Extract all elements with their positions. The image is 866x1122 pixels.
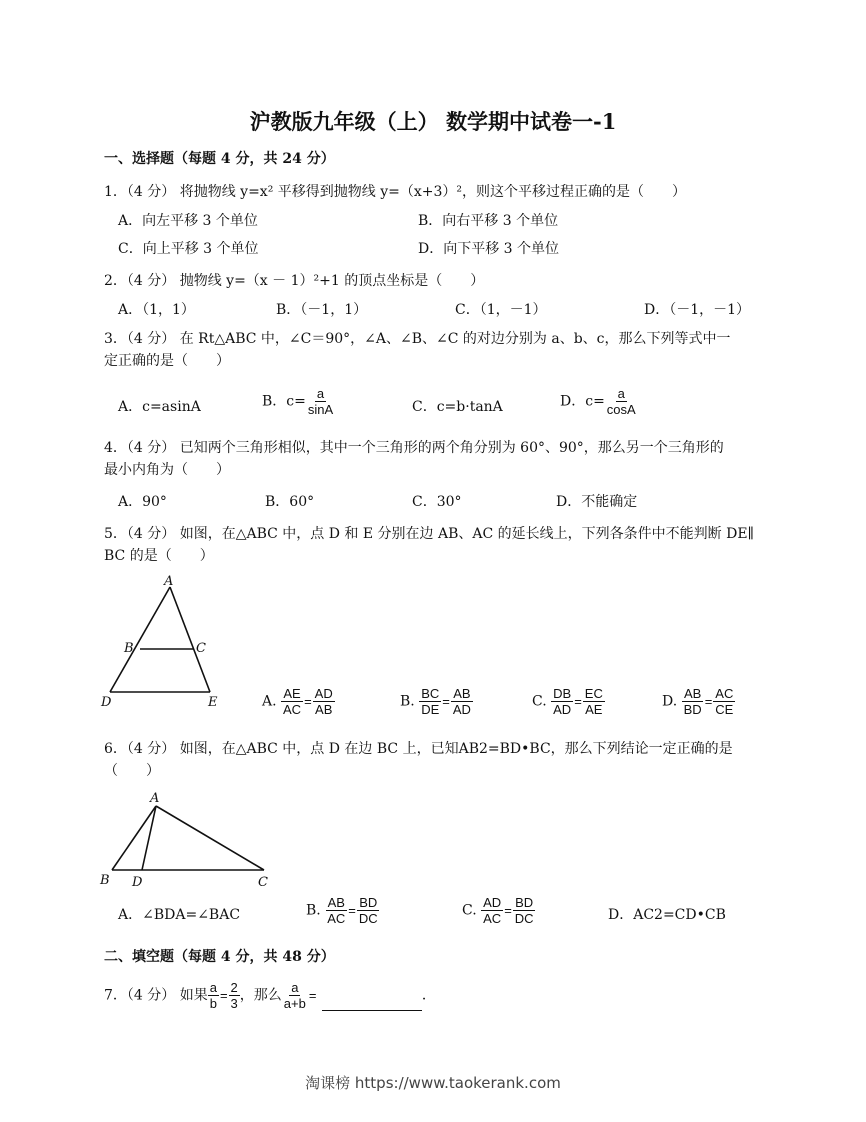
option-d: D．AC2=CD•CB [608, 907, 726, 923]
fraction-left [682, 686, 704, 717]
option-label: C. [462, 902, 477, 919]
numerator: BD [359, 895, 378, 910]
option-c: C．（1，－1） [455, 302, 547, 318]
numerator: AB [327, 895, 345, 910]
fraction-right [313, 686, 335, 717]
fraction-left [325, 895, 347, 926]
label-b: B [124, 641, 134, 656]
option-a: A．∠BDA=∠BAC [118, 907, 241, 923]
question-stem-line2: 最小内角为（ ） [104, 462, 230, 478]
option-c [462, 895, 536, 926]
option-label: A. [262, 693, 277, 710]
fraction-a-b [208, 980, 219, 1011]
denominator: DE [421, 702, 440, 717]
denominator: BD [683, 702, 702, 717]
triangle-figure [98, 788, 278, 890]
question-stem-line2: 定正确的是（ ） [104, 353, 230, 369]
equals-sign: = [219, 988, 228, 1003]
option-b: B．（－1，1） [276, 302, 368, 318]
option-c [532, 686, 605, 717]
numerator: AB [684, 686, 702, 701]
denominator: AC [283, 702, 302, 717]
denominator: AD [452, 702, 471, 717]
page-title: 沪教版九年级（上） 数学期中试卷一-1 [249, 109, 617, 134]
numerator: AB [453, 686, 471, 701]
option-b: B．60° [265, 494, 315, 510]
fraction-left [281, 686, 303, 717]
fraction-a-over-a-plus-b [282, 980, 308, 1011]
denominator: DC [358, 911, 378, 926]
fraction [306, 386, 335, 417]
denominator: 3 [230, 996, 238, 1011]
section-heading-fill: 二、填空题（每题 4 分，共 48 分） [104, 949, 335, 965]
numerator: BC [421, 686, 440, 701]
option-c: C．c=b·tanA [412, 399, 503, 415]
option-b [400, 686, 473, 717]
denominator: AB [315, 702, 333, 717]
question-stem-line1: 5．（4 分） 如图，在△ABC 中，点 D 和 E 分别在边 AB、AC 的延长线上，下列各条件中不能判断 DE∥ [104, 526, 755, 542]
label-d: D [101, 695, 112, 710]
denominator: sinA [307, 402, 334, 417]
denominator: CE [715, 702, 734, 717]
section-heading-choice: 一、选择题（每题 4 分，共 24 分） [104, 151, 335, 167]
numerator: AD [314, 686, 333, 701]
option-label: D．c= [560, 393, 605, 410]
question-stem-mid: ，那么 [239, 987, 282, 1004]
question-stem-line1: 6．（4 分） 如图，在△ABC 中，点 D 在边 BC 上，已知AB2=BD•BC，那么下列结论一定正确的是 [104, 741, 733, 757]
fraction-2-3 [229, 980, 240, 1011]
option-a [262, 686, 335, 717]
fraction [605, 386, 638, 417]
label-a: A [150, 791, 160, 806]
answer-blank [322, 996, 422, 1011]
denominator: AC [327, 911, 346, 926]
equals-sign: = [348, 903, 356, 918]
numerator: AC [715, 686, 734, 701]
question-stem: 7．（4 分） 如果 [104, 987, 208, 1004]
option-b [306, 895, 380, 926]
fraction-right [451, 686, 473, 717]
label-a: A [164, 574, 174, 589]
footer-watermark: 淘课榜 https://www.taokerank.com [305, 1074, 561, 1092]
fraction-right [583, 686, 605, 717]
denominator: cosA [606, 402, 636, 417]
option-b: B．向右平移 3 个单位 [418, 213, 559, 229]
equals-sign: = [442, 694, 450, 709]
fraction-right [713, 686, 735, 717]
line-ae [170, 587, 210, 692]
numerator: EC [584, 686, 603, 701]
question-7 [104, 980, 436, 1011]
denominator: a+b [283, 996, 306, 1011]
numerator: a [316, 386, 325, 401]
option-label: B. [400, 693, 415, 710]
option-d: D．（－1，－1） [644, 302, 751, 318]
question-stem-line1: 4．（4 分） 已知两个三角形相似，其中一个三角形的两个角分别为 60°、90°，那么另一个三角形的 [104, 440, 724, 456]
label-c: C [258, 875, 268, 890]
denominator: DC [514, 911, 534, 926]
numerator: 2 [230, 980, 238, 995]
fraction-right [513, 895, 536, 926]
option-b [262, 386, 335, 417]
question-stem-line1: 3．（4 分） 在 Rt△ABC 中，∠C＝90°，∠A、∠B、∠C 的对边分别为 a、b、c，那么下列等式中一 [104, 331, 731, 347]
equals-sign: = [504, 903, 512, 918]
question-stem-line2: （ ） [104, 763, 160, 779]
numerator: a [291, 980, 299, 995]
numerator: BD [515, 895, 534, 910]
option-a: A．90° [118, 494, 167, 510]
numerator: AD [483, 895, 502, 910]
label-d: D [132, 875, 143, 890]
option-label: C. [532, 693, 547, 710]
option-a: A．（1，1） [118, 302, 195, 318]
line-ad [110, 587, 170, 692]
equals-sign: = [574, 694, 582, 709]
label-b: B [100, 873, 110, 888]
equals-sign: = [308, 988, 317, 1003]
option-c: C．向上平移 3 个单位 [118, 241, 259, 257]
question-stem-end: ． [421, 987, 436, 1004]
option-label: D. [662, 693, 678, 710]
equals-sign: = [704, 694, 713, 709]
question-stem-line2: BC 的是（ ） [104, 548, 214, 564]
denominator: b [209, 996, 217, 1011]
fraction-left [551, 686, 573, 717]
option-d [560, 386, 638, 417]
line-ac [156, 806, 264, 870]
numerator: a [209, 980, 217, 995]
option-a: A．向左平移 3 个单位 [118, 213, 258, 229]
option-d: D．不能确定 [556, 494, 638, 510]
option-label: B．c= [262, 393, 306, 410]
label-e: E [208, 695, 218, 710]
question-stem: 1．（4 分） 将抛物线 y=x² 平移得到抛物线 y=（x+3）²，则这个平移过程正确的是（ ） [104, 184, 686, 200]
option-d: D．向下平移 3 个单位 [418, 241, 560, 257]
numerator: a [617, 386, 625, 401]
denominator: AE [585, 702, 603, 717]
numerator: DB [553, 686, 572, 701]
equals-sign: = [304, 694, 312, 709]
question-stem: 2．（4 分） 抛物线 y=（x － 1）²+1 的顶点坐标是（ ） [104, 273, 485, 289]
denominator: AD [553, 702, 572, 717]
denominator: AC [483, 911, 502, 926]
triangle-figure [98, 572, 228, 712]
fraction-left [419, 686, 441, 717]
label-c: C [196, 641, 206, 656]
option-d [662, 686, 735, 717]
option-a: A．c=asinA [118, 399, 201, 415]
option-c: C．30° [412, 494, 462, 510]
option-label: B. [306, 902, 321, 919]
numerator: AE [283, 686, 301, 701]
fraction-right [357, 895, 380, 926]
fraction-left [481, 895, 503, 926]
